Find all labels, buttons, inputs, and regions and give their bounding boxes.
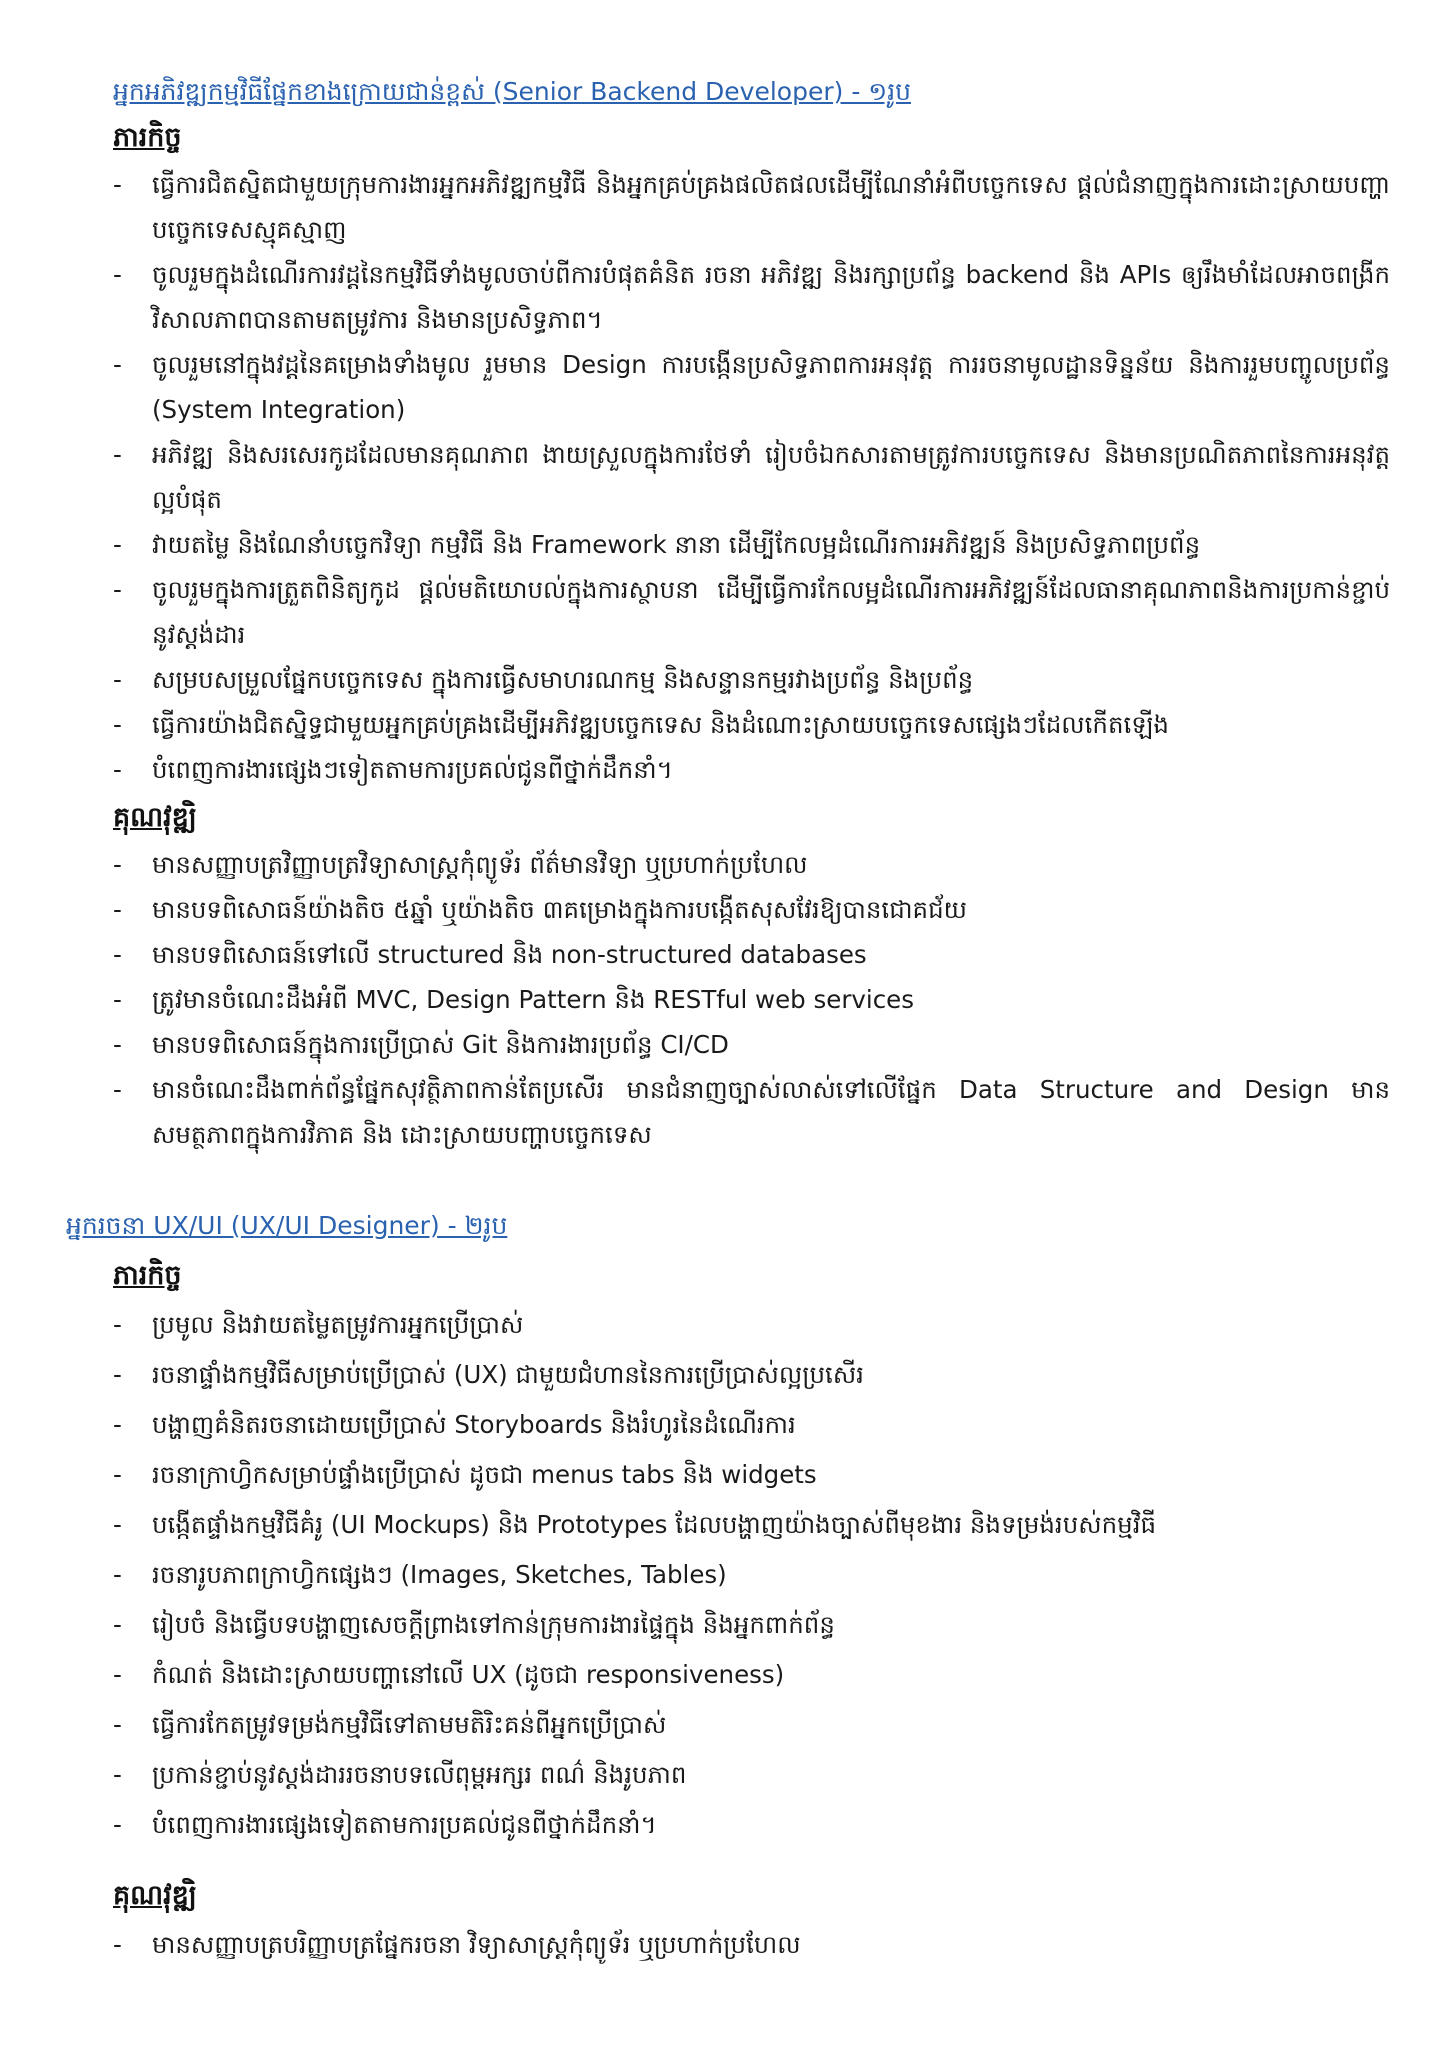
list-item: - ចូលរួមក្នុងដំណើរការវដ្តនៃកម្មវិធីទាំងមូលចាប់ពីការបំផុតគំនិត រចនា អភិវឌ្ឍ និងរក្សាប្រព័ន្ធ backend និង APIs ឲ្យរឹងមាំដែលអាចពង្រីកវិសាលភាពបានតាមតម្រូវការ និងមានប្រសិទ្ធភាព។ [0,252,1448,342]
list-item: - បង្ហាញគំនិតរចនាដោយប្រើប្រាស់ Storyboards និងរំហូរនៃដំណើរការ [0,1400,1448,1450]
bullet-dash: - [113,985,122,1014]
bullet-dash: - [113,850,122,879]
list-item: - ប្រកាន់ខ្ជាប់នូវស្តង់ដាររចនាបទលើពុម្ពអក្សរ ពណ៌ និងរូបភាព [0,1750,1448,1800]
list-item: - មានចំណេះដឹងពាក់ព័ន្ធផ្នែកសុវត្ថិភាពកាន់តែប្រសើរ មានជំនាញច្បាស់លាស់ទៅលើផ្នែក Data Structure and Design មានសមត្ថភាពក្នុងការវិភាគ និង ដោះស្រាយបញ្ហាបច្ចេកទេស [0,1067,1448,1157]
bullet-dash: - [113,1710,122,1739]
list-item: - បំពេញការងារផ្សេងទៀតតាមការប្រគល់ជូនពីថ្នាក់ដឹកនាំ។ [0,1800,1448,1850]
bullet-dash: - [113,1310,122,1339]
bullet-dash: - [113,575,122,604]
bullet-dash: - [113,1760,122,1789]
bullet-dash: - [113,170,122,199]
bullet-dash: - [113,710,122,739]
bullet-dash: - [113,1410,122,1439]
list-item: - មានបទពិសោធន៍ក្នុងការប្រើប្រាស់ Git និងការងារប្រព័ន្ធ CI/CD [0,1022,1448,1067]
bullet-dash: - [113,260,122,289]
bullet-dash: - [113,1030,122,1059]
bullet-dash: - [113,1460,122,1489]
bullet-dash: - [113,530,122,559]
list-item: - មានសញ្ញាបត្របរិញ្ញាបត្រផ្នែករចនា វិទ្យាសាស្ត្រកុំព្យូទ័រ ឬប្រហាក់ប្រហែល [0,1920,1448,1970]
duties-list [0,162,1448,792]
bullet-dash: - [113,940,122,969]
list-item: - បង្កើតផ្ទាំងកម្មវិធីគំរូ (UI Mockups) និង Prototypes ដែលបង្ហាញយ៉ាងច្បាស់ពីមុខងារ និងទម្រង់របស់កម្មវិធី [0,1500,1448,1550]
list-item: - សម្របសម្រួលផ្នែកបច្ចេកទេស ក្នុងការធ្វើសមាហរណកម្ម និងសន្ទានកម្មរវាងប្រព័ន្ធ និងប្រព័ន្ធ [0,657,1448,702]
list-item: - ប្រមូល និងវាយតម្លៃតម្រូវការអ្នកប្រើប្រាស់ [0,1300,1448,1350]
duties-heading: ភារកិច្ច [113,122,182,153]
section-spacer [0,1850,1448,1866]
job-posting-senior-backend-developer [0,72,1448,1157]
bullet-dash: - [113,665,122,694]
job-posting-ux-ui-designer [0,1206,1448,1970]
list-item: - ធ្វើការជិតស្និតជាមួយក្រុមការងារអ្នកអភិវឌ្ឍកម្មវិធី និងអ្នកគ្រប់គ្រងផលិតផលដើម្បីណែនាំអំពីបច្ចេកទេស ផ្តល់ជំនាញក្នុងការដោះស្រាយបញ្ហាបច្ចេកទេសស្មុគស្មាញ [0,162,1448,252]
list-item: - រចនាក្រាហ្វិកសម្រាប់ផ្ទាំងប្រើប្រាស់ ដូចជា menus tabs និង widgets [0,1450,1448,1500]
job-title-link[interactable]: អ្នកអភិវឌ្ឍកម្មវិធីផ្នែកខាងក្រោយជាន់ខ្ពស់ (Senior Backend Developer) - ១រូប [113,77,912,106]
job-title-link[interactable]: អ្នករចនា UX/UI (UX/UI Designer) - ២រូប [66,1211,508,1240]
list-item: - មានសញ្ញាបត្រវិញ្ញាបត្រវិទ្យាសាស្ត្រកុំព្យូទ័រ ព័ត៌មានវិទ្យា ឬប្រហាក់ប្រហែល [0,842,1448,887]
qualifications-list [0,842,1448,1157]
list-item: - កំណត់ និងដោះស្រាយបញ្ហានៅលើ UX (ដូចជា responsiveness) [0,1650,1448,1700]
list-item: - រចនារូបភាពក្រាហ្វិកផ្សេងៗ (Images, Sketches, Tables) [0,1550,1448,1600]
duties-heading: ភារកិច្ច [113,1260,182,1291]
bullet-dash: - [113,350,122,379]
bullet-dash: - [113,1660,122,1689]
bullet-dash: - [113,1075,122,1104]
qualifications-heading: គុណវុឌ្ឍិ [113,802,197,833]
list-item: - វាយតម្លៃ និងណែនាំបច្ចេកវិទ្យា កម្មវិធី និង Framework នានា ដើម្បីកែលម្អដំណើរការអភិវឌ្ឍន៍ និងប្រសិទ្ធភាពប្រព័ន្ធ [0,522,1448,567]
list-item: - ធ្វើការកែតម្រូវទម្រង់កម្មវិធីទៅតាមមតិរិះគន់ពីអ្នកប្រើប្រាស់ [0,1700,1448,1750]
list-item: - មានបទពិសោធន៍ទៅលើ structured និង non-structured databases [0,932,1448,977]
bullet-dash: - [113,895,122,924]
list-item: - ចូលរួមនៅក្នុងវដ្តនៃគម្រោងទាំងមូល រួមមាន Design ការបង្កើនប្រសិទ្ធភាពការអនុវត្ត ការរចនាមូលដ្ឋានទិន្នន័យ និងការរួមបញ្ចូលប្រព័ន្ធ (System Integration) [0,342,1448,432]
bullet-dash: - [113,440,122,469]
list-item: - ចូលរួមក្នុងការត្រួតពិនិត្យកូដ ផ្តល់មតិយោបល់ក្នុងការស្ថាបនា ដើម្បីធ្វើការកែលម្អដំណើរការអភិវឌ្ឍន៍ដែលធានាគុណភាពនិងការប្រកាន់ខ្ជាប់នូវស្តង់ដារ [0,567,1448,657]
list-item: - រចនាផ្ទាំងកម្មវិធីសម្រាប់ប្រើប្រាស់ (UX) ជាមួយជំហាននៃការប្រើប្រាស់ល្អប្រសើរ [0,1350,1448,1400]
bullet-dash: - [113,1930,122,1959]
bullet-dash: - [113,1360,122,1389]
qualifications-heading: គុណវុឌ្ឍិ [113,1880,197,1911]
bullet-dash: - [113,1610,122,1639]
bullet-dash: - [113,1810,122,1839]
list-item: - រៀបចំ និងធ្វើបទបង្ហាញសេចក្តីព្រាងទៅកាន់ក្រុមការងារផ្ទៃក្នុង និងអ្នកពាក់ព័ន្ធ [0,1600,1448,1650]
bullet-dash: - [113,1510,122,1539]
list-item: - អភិវឌ្ឍ និងសរសេរកូដដែលមានគុណភាព ងាយស្រួលក្នុងការថែទាំ រៀបចំឯកសារតាមត្រូវការបច្ចេកទេស និងមានប្រណិតភាពនៃការអនុវត្តល្អបំផុត [0,432,1448,522]
list-item: - ធ្វើការយ៉ាងជិតស្និទ្ធជាមួយអ្នកគ្រប់គ្រងដើម្បីអភិវឌ្ឍបច្ចេកទេស និងដំណោះស្រាយបច្ចេកទេសផ្សេងៗដែលកើតឡើង [0,702,1448,747]
list-item: - បំពេញការងារផ្សេងៗទៀតតាមការប្រគល់ជូនពីថ្នាក់ដឹកនាំ។ [0,747,1448,792]
bullet-dash: - [113,755,122,784]
duties-list [0,1300,1448,1850]
qualifications-list [0,1920,1448,1970]
list-item: - ត្រូវមានចំណេះដឹងអំពី MVC, Design Pattern និង RESTful web services [0,977,1448,1022]
list-item: - មានបទពិសោធន៍យ៉ាងតិច ៥ឆ្នាំ ឬយ៉ាងតិច ៣គម្រោងក្នុងការបង្កើតសុសវែរឱ្យបានជោគជ័យ [0,887,1448,932]
bullet-dash: - [113,1560,122,1589]
